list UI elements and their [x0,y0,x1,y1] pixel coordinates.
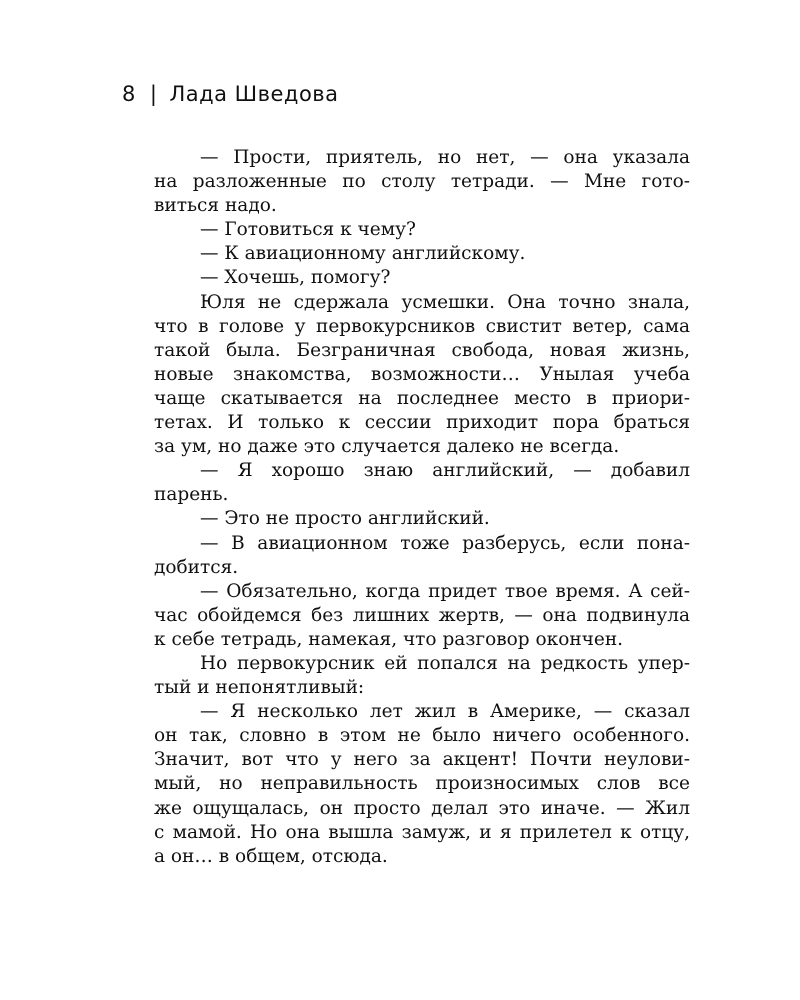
text-line: Юля не сдержала усмешки. Она точно знала, [200,291,690,313]
text-line: такой была. Безграничная свобода, новая жизнь, [154,339,690,361]
text-line: же ощущалась, он просто делал это иначе. — Жил [154,797,690,819]
text-line: тетах. И только к сессии приходит пора браться [154,412,690,434]
text-line: — Обязательно, когда придет твое время. А сей- [200,580,690,602]
running-head [122,82,339,106]
text-line: — Это не просто английский. [200,508,490,530]
text-line: — Я несколько лет жил в Америке, — сказал [200,701,690,723]
text-line: виться надо. [154,195,277,217]
text-line: на разложенные по столу тетради. — Мне гото- [154,171,690,193]
text-line: новые знакомства, возможности… Унылая учеба [154,363,690,385]
text-line: парень. [154,484,229,506]
text-line: тый и непонятливый: [154,677,365,699]
text-line: — Я хорошо знаю английский, — добавил [200,460,690,482]
page-number: 8 [122,82,136,106]
text-line: Значит, вот что у него за акцент! Почти неулови- [154,749,690,771]
text-line: — Хочешь, помогу? [200,267,391,289]
text-line: за ум, но даже это случается далеко не всегда. [154,436,620,458]
text-line: добится. [154,556,239,578]
text-line: — В авиационном тоже разберусь, если пона- [200,532,690,554]
text-line: — Готовиться к чему? [200,219,416,241]
text-line: а он… в общем, отсюда. [154,845,388,867]
text-line: с мамой. Но она вышла замуж, и я прилетел к отцу, [154,821,690,843]
text-line: что в голове у первокурсников свистит ветер, сама [154,315,690,337]
text-line: час обойдемся без лишних жертв, — она подвинула [154,604,690,626]
header-separator: | [149,82,158,106]
text-line: — Прости, приятель, но нет, — она указала [200,147,690,168]
author-name: Лада Шведова [169,82,339,106]
text-line: Но первокурсник ей попался на редкость упер- [200,652,690,674]
text-line: — К авиационному английскому. [200,243,526,265]
text-line: чаще скатывается на последнее место в приори- [154,387,690,409]
text-line: мый, но неправильность произносимых слов все [154,773,690,795]
text-line: к себе тетрадь, намекая, что разговор окончен. [154,628,624,650]
body-text [154,146,690,869]
text-line: он так, словно в этом не было ничего особенного. [154,725,690,747]
